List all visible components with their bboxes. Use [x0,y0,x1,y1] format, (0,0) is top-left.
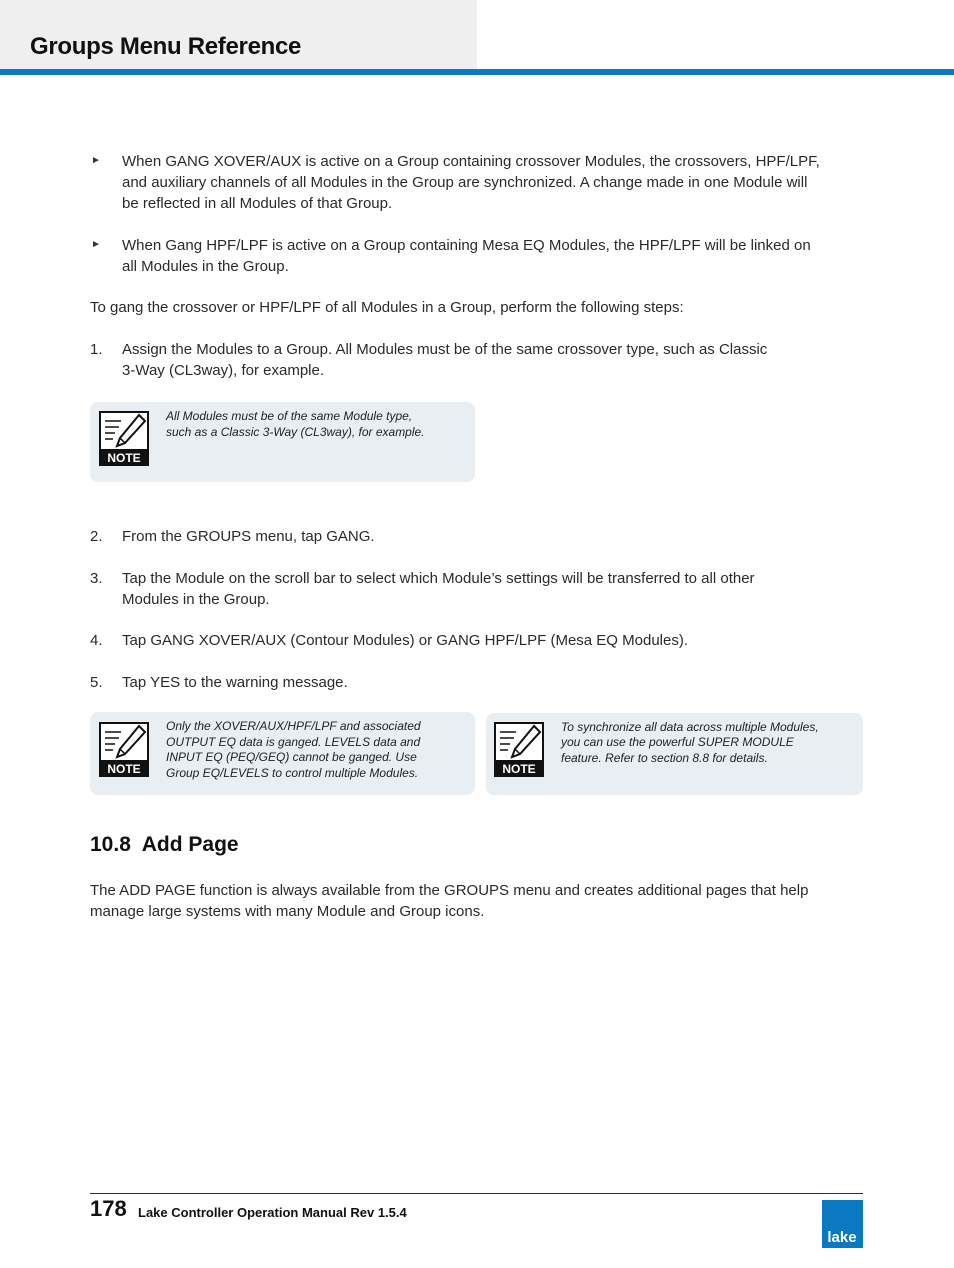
note-label: NOTE [107,762,141,776]
bullet-text: When GANG XOVER/AUX is active on a Group containing crossover Modules, the crossovers, HPF/LPF, [122,153,820,170]
note-text: INPUT EQ (PEQ/GEQ) cannot be ganged. Use [166,750,417,764]
step-number: 3. [90,570,103,587]
step-number: 4. [90,632,103,649]
step-text: Tap the Module on the scroll bar to select which Module’s settings will be transferred to all other [122,570,755,587]
step-text: Tap GANG XOVER/AUX (Contour Modules) or GANG HPF/LPF (Mesa EQ Modules). [122,632,689,649]
section-body: manage large systems with many Module and Group icons. [90,903,485,920]
step-text: Assign the Modules to a Group. All Modules must be of the same crossover type, such as Classic [122,341,768,358]
section-body: The ADD PAGE function is always available from the GROUPS menu and creates additional pages that help [90,882,809,899]
note-text: feature. Refer to section 8.8 for details. [561,751,768,765]
page-title: Groups Menu Reference [30,33,302,60]
bullet-text: and auxiliary channels of all Modules in the Group are synchronized. A change made in one Module will [122,174,808,191]
note-text: All Modules must be of the same Module type, [166,409,413,423]
note-label: NOTE [502,762,536,776]
step-number: 5. [90,674,103,691]
step-text: Modules in the Group. [122,591,270,608]
bullet-text: all Modules in the Group. [122,258,289,275]
step-number: 2. [90,528,103,545]
lake-logo [822,1200,863,1248]
note-label: NOTE [107,451,141,465]
step-text: From the GROUPS menu, tap GANG. [122,528,375,545]
step-number: 1. [90,341,103,358]
bullet-text: When Gang HPF/LPF is active on a Group containing Mesa EQ Modules, the HPF/LPF will be linked on [122,237,811,254]
footer-rule [90,1193,863,1194]
footer-manual-title: Lake Controller Operation Manual Rev 1.5.4 [138,1205,407,1220]
header-rule [0,69,954,75]
section-heading: 10.8 Add Page [90,833,239,856]
note-text: Only the XOVER/AUX/HPF/LPF and associated [166,719,421,733]
note-text: OUTPUT EQ data is ganged. LEVELS data and [166,735,421,749]
note-text: you can use the powerful SUPER MODULE [561,735,794,749]
bullet-arrow-icon: ► [91,239,101,250]
note-text: To synchronize all data across multiple Modules, [561,720,819,734]
intro-paragraph: To gang the crossover or HPF/LPF of all Modules in a Group, perform the following steps: [90,299,684,316]
bullet-arrow-icon: ► [91,155,101,166]
note-text: such as a Classic 3-Way (CL3way), for example. [166,425,425,439]
note-text: Group EQ/LEVELS to control multiple Modules. [166,766,419,780]
step-text: 3-Way (CL3way), for example. [122,362,325,379]
logo-text: lake [827,1229,857,1246]
bullet-text: be reflected in all Modules of that Group. [122,195,393,212]
step-text: Tap YES to the warning message. [122,674,348,691]
page-number: 178 [90,1196,127,1221]
